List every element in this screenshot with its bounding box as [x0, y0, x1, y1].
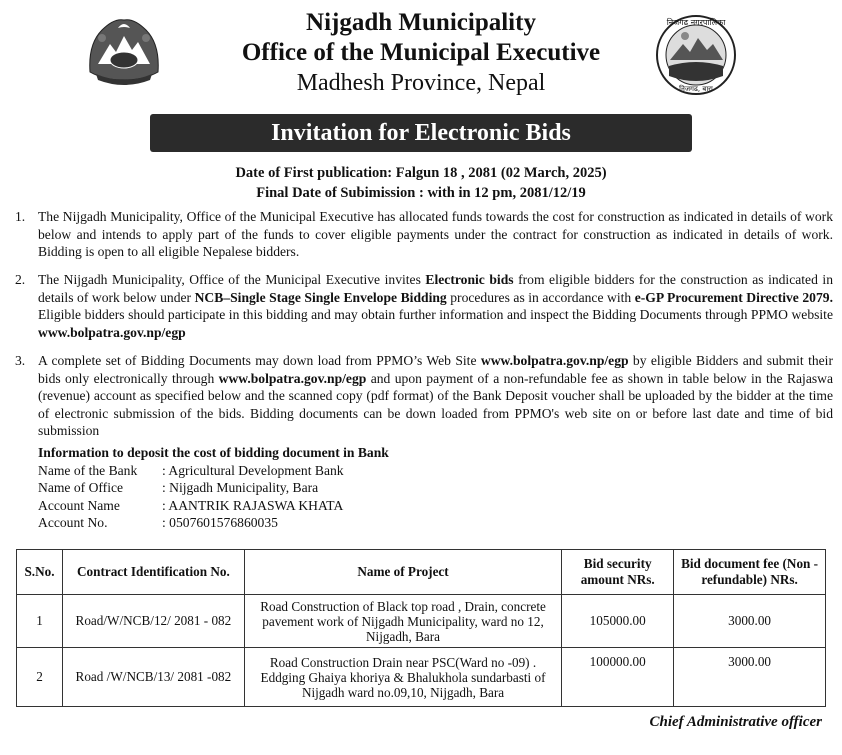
bank-info: [38, 444, 389, 532]
cell-project: Road Construction of Black top road , Drain, concrete pavement work of Nijgadh Municipality, ward no 12, Nijgadh, Bara: [244, 595, 561, 648]
office-name: Office of the Municipal Executive: [241, 39, 601, 66]
first-publication-date: Date of First publication: Falgun 18 , 2081 (02 March, 2025): [235, 165, 607, 181]
bank-label: Account No.: [38, 515, 108, 530]
paragraph-number: 2.: [15, 272, 26, 287]
cell-bid-security: 100000.00: [562, 648, 674, 707]
text-run: from eligible bidders for the construction as indicated in details of work below under: [38, 272, 833, 305]
header-contract-id: Contract Identification No.: [62, 550, 244, 595]
logo-text-top: निजगढ नगरपालिका: [666, 18, 726, 27]
publication-dates: [0, 163, 842, 203]
table-header-row: [17, 550, 826, 595]
paragraph-1: [15, 208, 833, 261]
text-run: by eligible Bidders and submit their bids only electronically through: [38, 353, 833, 386]
bank-row: [38, 462, 389, 480]
bank-value: : 0507601576860035: [162, 515, 278, 530]
signatory-title: Chief Administrative officer: [649, 714, 822, 730]
table-row: [17, 595, 826, 648]
cell-bid-security: 105000.00: [562, 595, 674, 648]
paragraph-number: 1.: [15, 209, 26, 224]
cell-project: Road Construction Drain near PSC(Ward no -09) . Eddging Ghaiya khoriya & Bhalukhola sundarbasti of Nijgadh ward no.09,10, Nijgadh, Bara: [244, 648, 561, 707]
bold-text: NCB–Single Stage Single Envelope Bidding: [194, 289, 447, 305]
notice-title: Invitation for Electronic Bids: [150, 114, 692, 152]
final-submission-date: Final Date of Subimission : with in 12 pm, 2081/12/19: [256, 185, 586, 201]
text-run: Eligible bidders should participate in this bidding and may obtain further information and inspect the Bidding Documents through PPMO website: [38, 307, 833, 322]
text-run: The Nijgadh Municipality, Office of the Municipal Executive invites: [38, 272, 426, 287]
header-sno: S.No.: [17, 550, 63, 595]
header-project: Name of Project: [244, 550, 561, 595]
header-bid-security: Bid security amount NRs.: [562, 550, 674, 595]
cell-sno: 2: [17, 648, 63, 707]
bolpatra-link[interactable]: www.bolpatra.gov.np/egp: [38, 324, 186, 340]
cell-contract-id: Road/W/NCB/12/ 2081 - 082: [62, 595, 244, 648]
bank-info-title: Information to deposit the cost of bidding document in Bank: [38, 445, 389, 460]
logo-text-bottom: निजगढ, बारा: [679, 85, 713, 93]
bank-row: [38, 514, 389, 532]
contracts-table: [16, 549, 826, 707]
text-run: A complete set of Bidding Documents may down load from PPMO’s Web Site: [38, 353, 481, 368]
cell-sno: 1: [17, 595, 63, 648]
bank-label: Name of Office: [38, 480, 124, 495]
bank-label: Name of the Bank: [38, 462, 138, 478]
letterhead: [0, 8, 842, 98]
bank-label: Account Name: [38, 497, 120, 513]
cell-bid-fee: 3000.00: [674, 648, 826, 707]
paragraph-text: [38, 352, 833, 440]
paragraph-number: 3.: [15, 353, 26, 368]
bold-text: e-GP Procurement Directive 2079.: [634, 289, 833, 305]
paragraph-3: [15, 352, 833, 440]
bank-row: [38, 497, 389, 515]
cell-bid-fee: 3000.00: [674, 595, 826, 648]
bolpatra-link[interactable]: www.bolpatra.gov.np/egp: [218, 370, 367, 386]
text-run: and upon payment of a non-refundable fee as shown in table below in the Rajaswa (revenue) account as specified below and the scanned copy (pdf format) of the Bank Deposit voucher shall be uploaded by the bidder at the time of electronic submission of the bids. Bidding documents can be down loaded from PPMO's web site on or before last date and time of bid submission: [38, 370, 833, 438]
cell-contract-id: Road /W/NCB/13/ 2081 -082: [62, 648, 244, 707]
bank-value: : Nijgadh Municipality, Bara: [162, 480, 319, 495]
bold-text: Electronic bids: [425, 272, 514, 287]
paragraph-2: [15, 271, 833, 341]
bolpatra-link[interactable]: www.bolpatra.gov.np/egp: [480, 353, 629, 368]
bank-value: : Agricultural Development Bank: [162, 462, 344, 478]
province-name: Madhesh Province, Nepal: [296, 70, 546, 96]
paragraph-text: The Nijgadh Municipality, Office of the Municipal Executive has allocated funds towards the cost for construction as indicated in details of work below and intends to apply part of the funds to cover eligible payments under the contract for construction as indicated in details of work. Bidding is open to all eligible Nepalese bidders.: [38, 209, 833, 259]
paragraph-text: [38, 271, 833, 341]
municipality-name: Nijgadh Municipality: [306, 9, 536, 36]
text-run: procedures as in accordance with: [446, 289, 635, 305]
header-bid-fee: Bid document fee (Non - refundable) NRs.: [674, 550, 826, 595]
table-row: [17, 648, 826, 707]
bank-row: [38, 479, 389, 497]
bank-value: : AANTRIK RAJASWA KHATA: [162, 497, 344, 513]
